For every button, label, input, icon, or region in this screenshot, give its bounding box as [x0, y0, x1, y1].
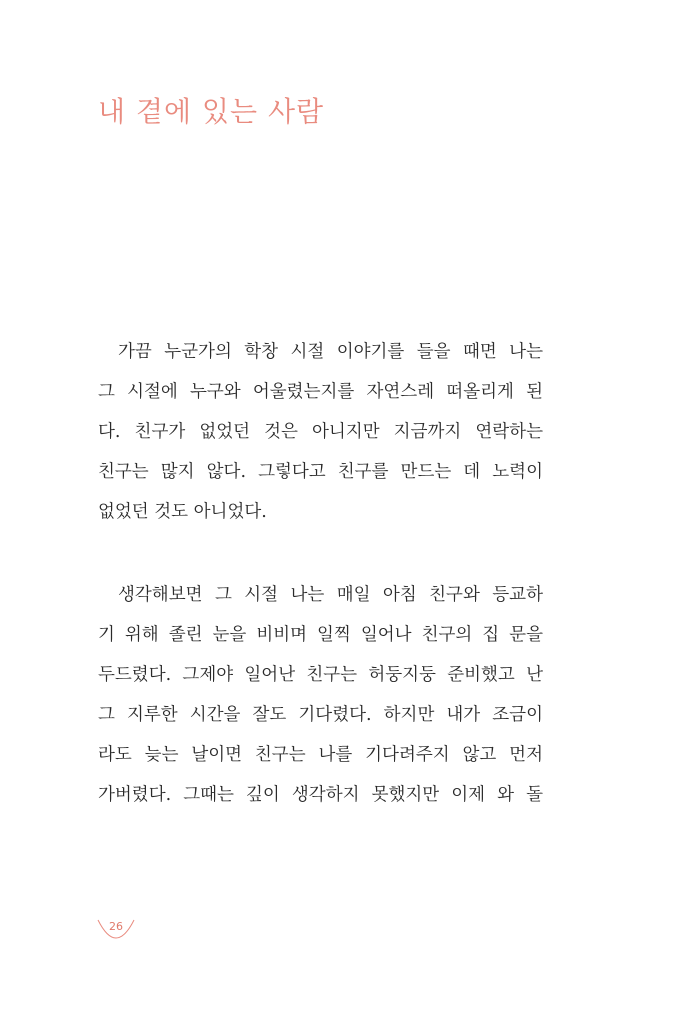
- text-line: 가끔 누군가의 학창 시절 이야기를 들을 때면 나는: [118, 342, 543, 362]
- text-line: 그 지루한 시간을 잘도 기다렸다. 하지만 내가 조금이: [98, 705, 543, 725]
- paragraph-2: [98, 575, 543, 815]
- text-line: 가버렸다. 그때는 깊이 생각하지 못했지만 이제 와 돌: [98, 785, 543, 805]
- text-line: 생각해보면 그 시절 나는 매일 아침 친구와 등교하: [118, 585, 543, 605]
- paragraph-1: [98, 332, 543, 532]
- text-line: 라도 늦는 날이면 친구는 나를 기다려주지 않고 먼저: [98, 745, 543, 765]
- page-number-text: 26: [109, 920, 123, 933]
- text-line: 다. 친구가 없었던 것은 아니지만 지금까지 연락하는: [98, 422, 543, 442]
- chapter-title: 내 곁에 있는 사람: [98, 95, 325, 128]
- page-number: [96, 914, 136, 944]
- text-line: 기 위해 졸린 눈을 비비며 일찍 일어나 친구의 집 문을: [98, 625, 543, 645]
- text-line: 없었던 것도 아니었다.: [98, 502, 267, 522]
- text-line: 두드렸다. 그제야 일어난 친구는 허둥지둥 준비했고 난: [98, 665, 543, 685]
- text-line: 친구는 많지 않다. 그렇다고 친구를 만드는 데 노력이: [98, 462, 543, 482]
- text-line: 그 시절에 누구와 어울렸는지를 자연스레 떠올리게 된: [98, 382, 543, 402]
